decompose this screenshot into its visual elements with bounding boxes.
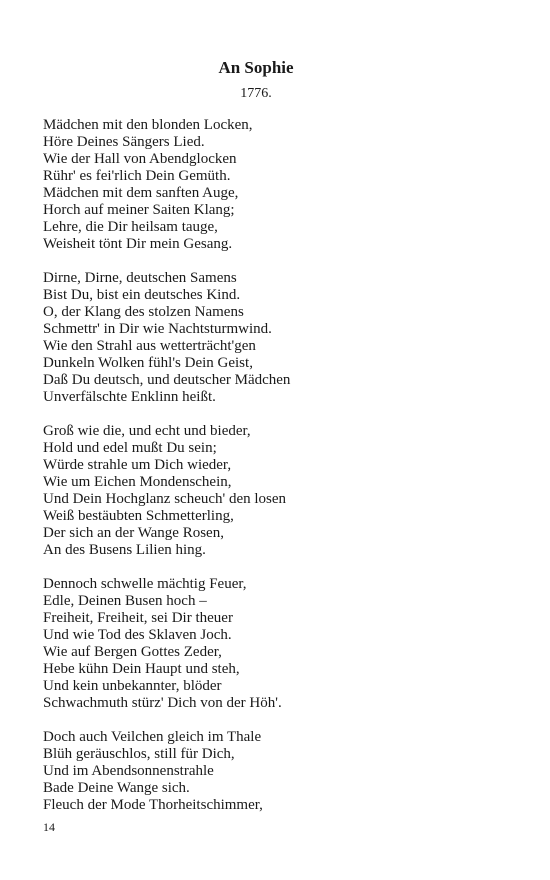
verse-line: Höre Deines Sängers Lied. <box>43 134 205 150</box>
verse-line: Doch auch Veilchen gleich im Thale <box>43 729 262 745</box>
verse-line: Weiß bestäubten Schmetterling, <box>43 508 234 524</box>
verse-line: Blüh geräuschlos, still für Dich, <box>43 746 235 762</box>
verse-line: Wie den Strahl aus wetterträcht'gen <box>43 338 256 354</box>
stanza <box>43 729 513 814</box>
verse-line: Horch auf meiner Saiten Klang; <box>43 202 235 218</box>
verse-line: Unverfälschte Enklinn heißt. <box>43 389 216 405</box>
verse-line: Weisheit tönt Dir mein Gesang. <box>43 236 233 252</box>
verse-line: Fleuch der Mode Thorheitschimmer, <box>43 797 263 813</box>
verse-line: Schmettr' in Dir wie Nachtsturmwind. <box>43 321 272 337</box>
verse-line: Mädchen mit den blonden Locken, <box>43 117 253 133</box>
verse-line: Dunkeln Wolken fühl's Dein Geist, <box>43 355 253 371</box>
verse-line: Lehre, die Dir heilsam tauge, <box>43 219 218 235</box>
verse-line: Schwachmuth stürz' Dich von der Höh'. <box>43 695 282 711</box>
stanza <box>43 576 513 712</box>
verse-line: Wie um Eichen Mondenschein, <box>43 474 232 490</box>
verse-line: Daß Du deutsch, und deutscher Mädchen <box>43 372 291 388</box>
verse-line: Würde strahle um Dich wieder, <box>43 457 232 473</box>
verse-line: Und kein unbekannter, blöder <box>43 678 222 694</box>
verse-line: Mädchen mit dem sanften Auge, <box>43 185 239 201</box>
verse-line: O, der Klang des stolzen Namens <box>43 304 244 320</box>
verse-line: Und Dein Hochglanz scheuch' den losen <box>43 491 287 507</box>
poem-year: 1776. <box>240 86 272 101</box>
verse-line: Der sich an der Wange Rosen, <box>43 525 224 541</box>
page-number: 14 <box>43 820 55 834</box>
verse-line: Hebe kühn Dein Haupt und steh, <box>43 661 240 677</box>
verse-line: Und wie Tod des Sklaven Joch. <box>43 627 232 643</box>
verse-line: Bist Du, bist ein deutsches Kind. <box>43 287 241 303</box>
verse-line: Edle, Deinen Busen hoch – <box>43 593 207 609</box>
verse-line: Freiheit, Freiheit, sei Dir theuer <box>43 610 233 626</box>
verse-line: Dennoch schwelle mächtig Feuer, <box>43 576 247 592</box>
verse-line: Und im Abendsonnenstrahle <box>43 763 214 779</box>
poem-body <box>43 117 513 831</box>
stanza <box>43 423 513 559</box>
poem-title: An Sophie <box>218 58 294 77</box>
stanza <box>43 270 513 406</box>
verse-line: An des Busens Lilien hing. <box>43 542 206 558</box>
verse-line: Bade Deine Wange sich. <box>43 780 190 796</box>
verse-line: Rühr' es fei'rlich Dein Gemüth. <box>43 168 231 184</box>
verse-line: Wie der Hall von Abendglocken <box>43 151 237 167</box>
stanza <box>43 117 513 253</box>
verse-line: Hold und edel mußt Du sein; <box>43 440 217 456</box>
verse-line: Dirne, Dirne, deutschen Samens <box>43 270 237 286</box>
verse-line: Wie auf Bergen Gottes Zeder, <box>43 644 222 660</box>
verse-line: Groß wie die, und echt und bieder, <box>43 423 251 439</box>
